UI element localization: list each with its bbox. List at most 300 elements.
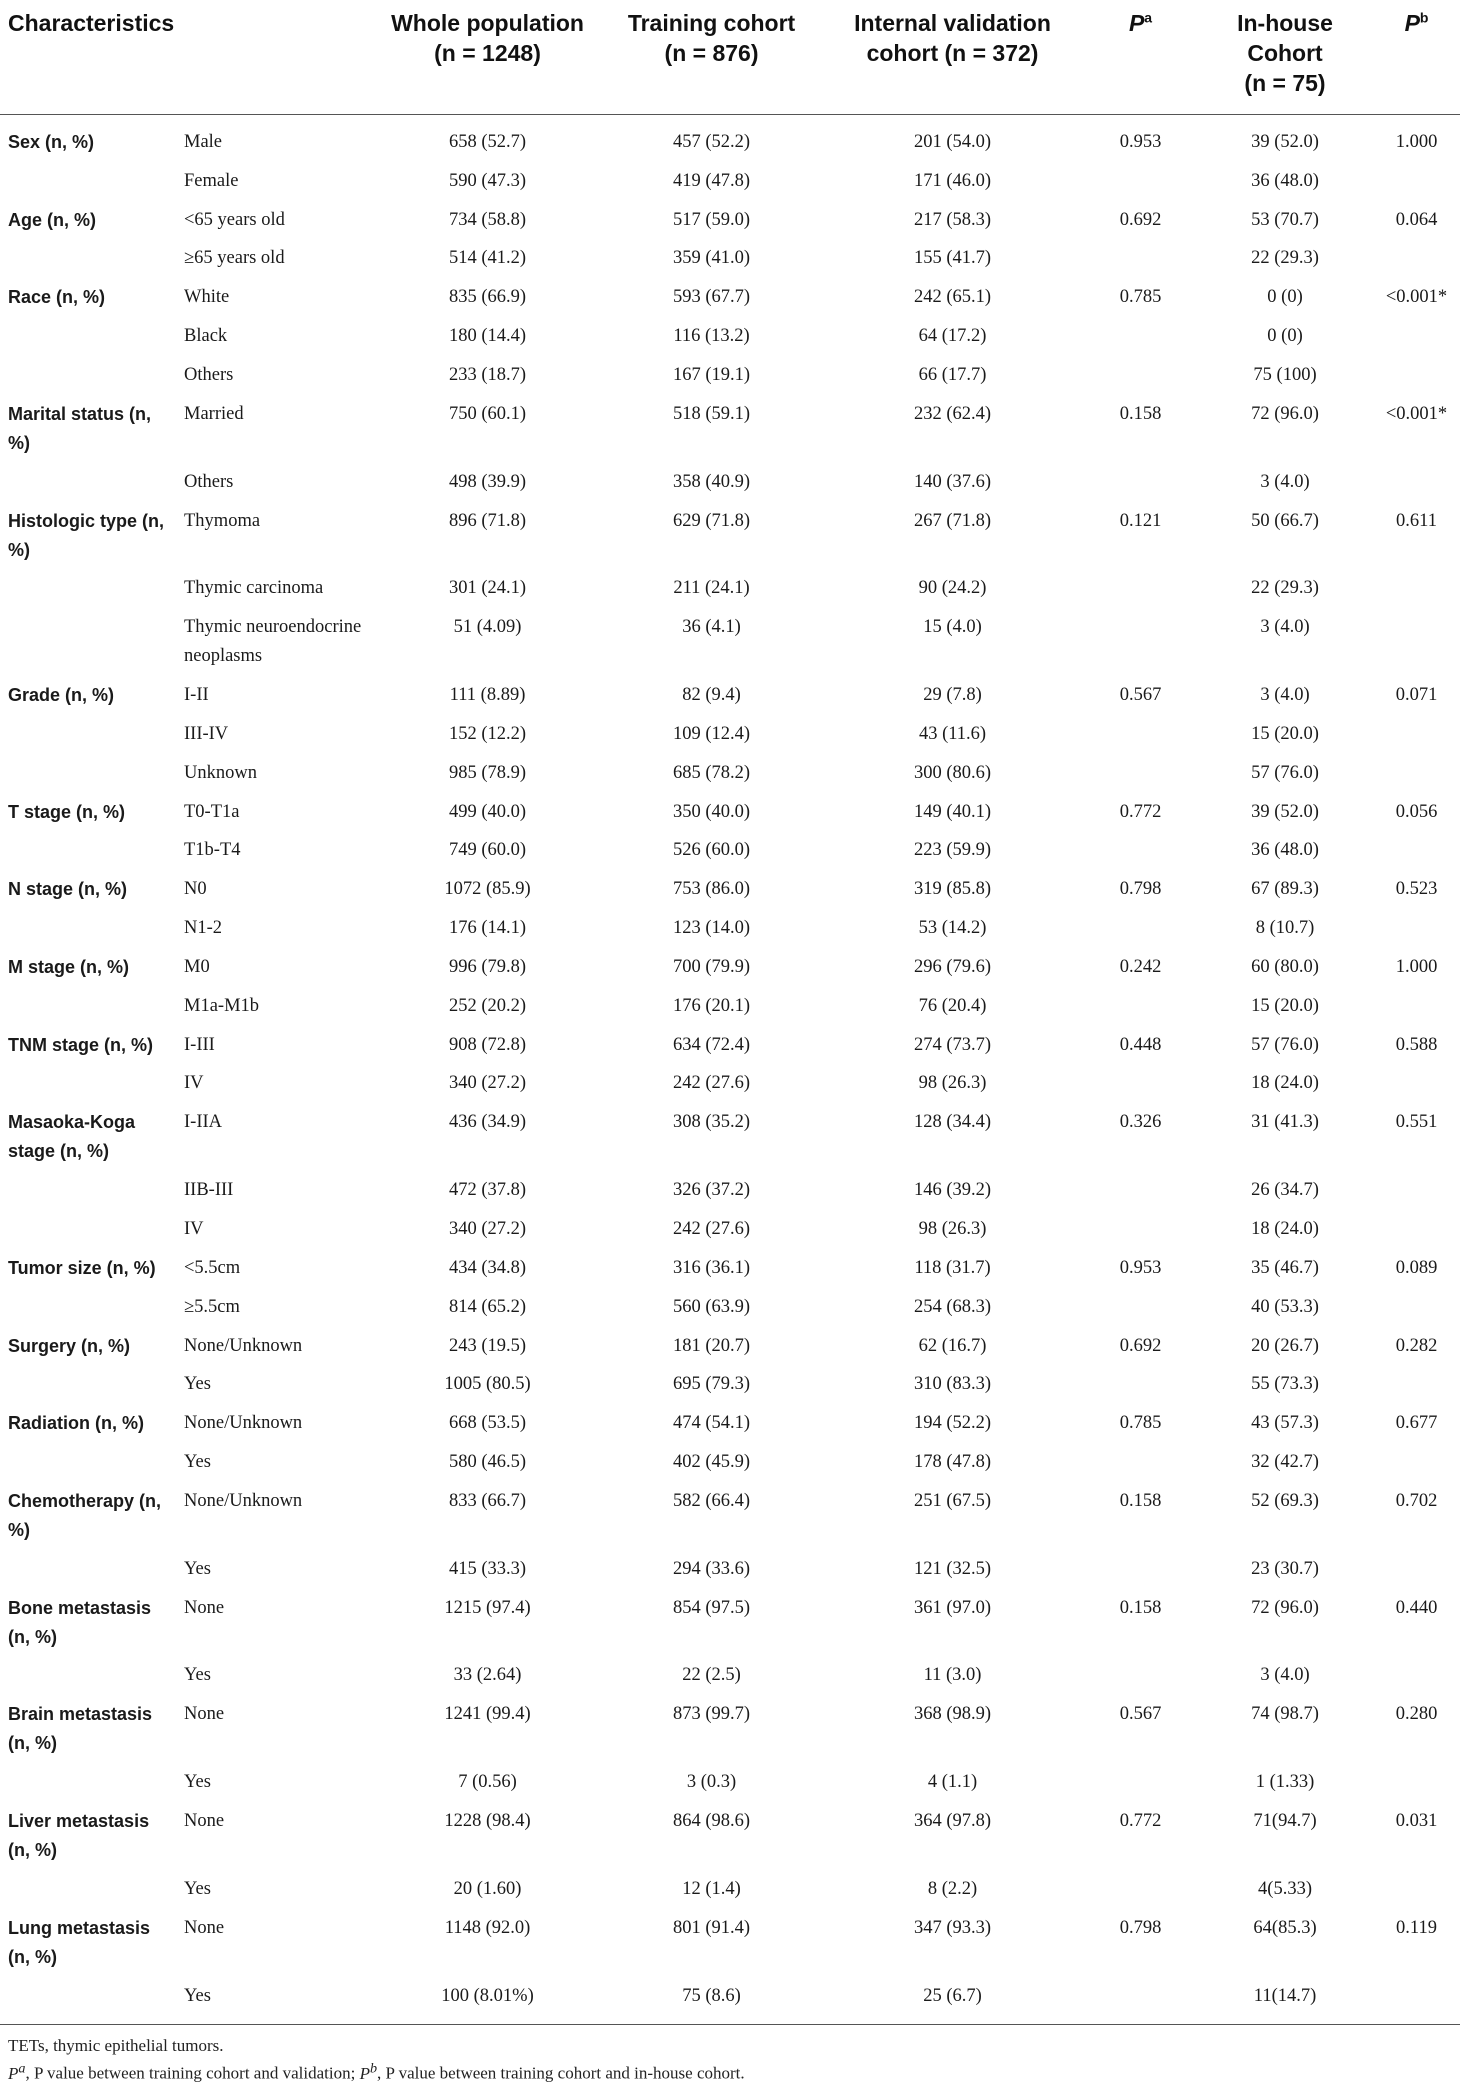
cell-training-cohort: 359 (41.0) [672, 248, 751, 269]
cell-p-a [1084, 317, 1197, 356]
header-p-b-sup: b [1419, 9, 1429, 26]
footnote-p-values [0, 2057, 1460, 2085]
cell-p-b: 0.031 [1395, 1810, 1438, 1831]
cell-whole-population: 1241 (99.4) [444, 1704, 531, 1725]
cell-inhouse-cohort: 60 (80.0) [1251, 956, 1319, 977]
row-characteristic-empty [0, 909, 174, 948]
table-row [0, 1695, 1460, 1763]
header-p-b-base: P [1404, 10, 1420, 36]
table-row [0, 1977, 1460, 2016]
cell-p-b: 0.677 [1395, 1413, 1438, 1434]
row-characteristic-empty [0, 1210, 174, 1249]
cell-p-a [1084, 1210, 1197, 1249]
header-training-line2: (n = 876) [664, 40, 759, 66]
cell-p-a [1084, 356, 1197, 395]
cell-training-cohort: 864 (98.6) [672, 1810, 751, 1831]
row-category: <65 years old [184, 209, 285, 230]
cell-whole-population: 580 (46.5) [448, 1452, 527, 1473]
cell-internal-validation: 223 (59.9) [913, 840, 992, 861]
cell-inhouse-cohort: 71(94.7) [1253, 1810, 1317, 1831]
cell-p-a [1084, 1171, 1197, 1210]
cell-inhouse-cohort: 40 (53.3) [1251, 1296, 1319, 1317]
row-characteristic-empty [0, 1171, 174, 1210]
cell-p-b [1373, 1288, 1460, 1327]
row-characteristic-empty [0, 162, 174, 201]
cell-p-a [1084, 1065, 1197, 1104]
table-row [0, 754, 1460, 793]
table-row [0, 1802, 1460, 1870]
cell-p-b [1373, 909, 1460, 948]
cell-p-b: 1.000 [1395, 131, 1438, 152]
cell-internal-validation: 171 (46.0) [913, 170, 992, 191]
cell-training-cohort: 326 (37.2) [672, 1180, 751, 1201]
cell-p-a: 0.785 [1119, 287, 1162, 308]
cell-inhouse-cohort: 72 (96.0) [1251, 403, 1319, 424]
cell-inhouse-cohort: 23 (30.7) [1251, 1558, 1319, 1579]
row-category: III-IV [184, 723, 229, 744]
cell-internal-validation: 155 (41.7) [913, 248, 992, 269]
row-characteristic-empty [0, 987, 174, 1026]
cell-p-b [1373, 832, 1460, 871]
header-training-cohort [602, 0, 821, 115]
cell-inhouse-cohort: 57 (76.0) [1251, 762, 1319, 783]
cell-p-b [1373, 317, 1460, 356]
row-category: ≥5.5cm [184, 1296, 240, 1317]
cell-inhouse-cohort: 43 (57.3) [1251, 1413, 1319, 1434]
cell-training-cohort: 181 (20.7) [672, 1335, 751, 1356]
row-category: M1a-M1b [184, 995, 260, 1016]
cell-inhouse-cohort: 57 (76.0) [1251, 1034, 1319, 1055]
cell-training-cohort: 242 (27.6) [672, 1219, 751, 1240]
row-characteristic: M stage (n, %) [8, 956, 130, 977]
cell-whole-population: 180 (14.4) [448, 326, 527, 347]
cell-whole-population: 436 (34.9) [448, 1112, 527, 1133]
cell-p-a: 0.158 [1119, 403, 1162, 424]
cell-training-cohort: 36 (4.1) [682, 617, 741, 638]
header-whole-population [373, 0, 602, 115]
header-whole-line2: (n = 1248) [434, 40, 541, 66]
cell-inhouse-cohort: 3 (4.0) [1260, 617, 1310, 638]
cell-inhouse-cohort: 50 (66.7) [1251, 510, 1319, 531]
row-category: None/Unknown [184, 1335, 303, 1356]
table-row [0, 278, 1460, 317]
header-inhouse-cohort [1197, 0, 1373, 115]
cell-whole-population: 658 (52.7) [448, 131, 527, 152]
table-row [0, 1657, 1460, 1696]
cell-p-a: 0.798 [1119, 879, 1162, 900]
table-row [0, 162, 1460, 201]
row-category: Others [184, 364, 234, 385]
cell-internal-validation: 146 (39.2) [913, 1180, 992, 1201]
row-characteristic-empty [0, 356, 174, 395]
cell-whole-population: 996 (79.8) [448, 956, 527, 977]
cell-p-a: 0.242 [1119, 956, 1162, 977]
table-row [0, 1327, 1460, 1366]
row-category: Thymic carcinoma [184, 578, 324, 599]
header-p-a-base: P [1128, 10, 1145, 36]
table-body [0, 115, 1460, 2016]
cell-p-a: 0.785 [1119, 1413, 1162, 1434]
cell-training-cohort: 419 (47.8) [672, 170, 751, 191]
table-row [0, 1249, 1460, 1288]
row-category: ≥65 years old [184, 248, 285, 269]
cell-whole-population: 835 (66.9) [448, 287, 527, 308]
row-characteristic: Bone metastasis (n, %) [8, 1597, 152, 1647]
cell-training-cohort: 526 (60.0) [672, 840, 751, 861]
header-p-a [1084, 0, 1197, 115]
cell-p-b [1373, 1977, 1460, 2016]
cell-internal-validation: 310 (83.3) [913, 1374, 992, 1395]
table-row [0, 1443, 1460, 1482]
cell-p-b [1373, 987, 1460, 1026]
row-category: None/Unknown [184, 1413, 303, 1434]
cell-internal-validation: 347 (93.3) [913, 1917, 992, 1938]
cell-internal-validation: 254 (68.3) [913, 1296, 992, 1317]
cell-internal-validation: 242 (65.1) [913, 287, 992, 308]
cell-internal-validation: 66 (17.7) [918, 364, 987, 385]
cell-whole-population: 896 (71.8) [448, 510, 527, 531]
cell-inhouse-cohort: 39 (52.0) [1251, 801, 1319, 822]
cell-training-cohort: 695 (79.3) [672, 1374, 751, 1395]
cell-p-b: 0.280 [1395, 1704, 1438, 1725]
cell-training-cohort: 873 (99.7) [672, 1704, 751, 1725]
cell-inhouse-cohort: 4(5.33) [1258, 1878, 1312, 1899]
table-row [0, 1103, 1460, 1171]
row-category: Female [184, 170, 239, 191]
cell-whole-population: 1072 (85.9) [444, 879, 531, 900]
cell-training-cohort: 308 (35.2) [672, 1112, 751, 1133]
row-characteristic-empty [0, 608, 174, 676]
cell-inhouse-cohort: 32 (42.7) [1251, 1452, 1319, 1473]
row-category: None [184, 1597, 225, 1618]
cell-internal-validation: 8 (2.2) [927, 1878, 978, 1899]
row-characteristic-empty [0, 1870, 174, 1909]
cell-inhouse-cohort: 15 (20.0) [1251, 723, 1319, 744]
cell-whole-population: 1005 (80.5) [444, 1374, 531, 1395]
table-footnotes [0, 2024, 1460, 2085]
cell-training-cohort: 402 (45.9) [672, 1452, 751, 1473]
cell-whole-population: 668 (53.5) [448, 1413, 527, 1434]
cell-whole-population: 100 (8.01%) [441, 1985, 534, 2006]
cell-p-a: 0.158 [1119, 1597, 1162, 1618]
cell-p-b: 0.611 [1396, 510, 1437, 531]
cell-training-cohort: 634 (72.4) [672, 1034, 751, 1055]
cell-training-cohort: 457 (52.2) [672, 131, 751, 152]
cell-whole-population: 814 (65.2) [448, 1296, 527, 1317]
cell-internal-validation: 62 (16.7) [918, 1335, 987, 1356]
cell-whole-population: 1228 (98.4) [444, 1810, 531, 1831]
row-category: N0 [184, 879, 207, 900]
footnote-p-a-symbol: $P^a$ [8, 2060, 26, 2083]
row-category: None [184, 1917, 225, 1938]
cell-inhouse-cohort: 39 (52.0) [1251, 131, 1319, 152]
row-category: Thymic neuroendocrine neoplasms [184, 617, 362, 667]
cell-internal-validation: 11 (3.0) [923, 1665, 982, 1686]
cell-p-b: 0.056 [1395, 801, 1438, 822]
row-category: Yes [184, 1558, 211, 1579]
row-category: Yes [184, 1772, 211, 1793]
row-characteristic: Masaoka-Koga stage (n, %) [8, 1112, 136, 1162]
table-row [0, 1589, 1460, 1657]
cell-inhouse-cohort: 22 (29.3) [1251, 578, 1319, 599]
row-category: Thymoma [184, 510, 261, 531]
cell-training-cohort: 123 (14.0) [672, 918, 751, 939]
footnote-abbreviation: TETs, thymic epithelial tumors. [8, 2036, 224, 2055]
cell-p-a: 0.567 [1119, 1704, 1162, 1725]
table-row [0, 793, 1460, 832]
cell-inhouse-cohort: 22 (29.3) [1251, 248, 1319, 269]
cell-whole-population: 498 (39.9) [448, 471, 527, 492]
cell-inhouse-cohort: 0 (0) [1267, 326, 1303, 347]
row-characteristic: Sex (n, %) [8, 131, 95, 152]
cell-internal-validation: 267 (71.8) [913, 510, 992, 531]
cell-whole-population: 7 (0.56) [458, 1772, 517, 1793]
cell-inhouse-cohort: 35 (46.7) [1251, 1257, 1319, 1278]
cell-internal-validation: 25 (6.7) [923, 1985, 982, 2006]
cell-p-a [1084, 463, 1197, 502]
cell-whole-population: 1148 (92.0) [444, 1917, 531, 1938]
cell-training-cohort: 211 (24.1) [673, 578, 750, 599]
row-characteristic-empty [0, 1365, 174, 1404]
cell-training-cohort: 316 (36.1) [672, 1257, 751, 1278]
header-p-a-sup: a [1144, 9, 1153, 26]
cell-p-a [1084, 1365, 1197, 1404]
row-characteristic-empty [0, 832, 174, 871]
cell-p-b: <0.001* [1385, 287, 1448, 308]
cell-p-a: 0.692 [1119, 1335, 1162, 1356]
cell-p-b [1373, 463, 1460, 502]
cell-internal-validation: 217 (58.3) [913, 209, 992, 230]
table-row [0, 356, 1460, 395]
cell-p-a [1084, 569, 1197, 608]
cell-training-cohort: 854 (97.5) [672, 1597, 751, 1618]
cell-training-cohort: 685 (78.2) [672, 762, 751, 783]
cell-inhouse-cohort: 3 (4.0) [1260, 685, 1310, 706]
row-characteristic: T stage (n, %) [8, 801, 126, 822]
table-row [0, 115, 1460, 162]
cell-internal-validation: 76 (20.4) [918, 995, 987, 1016]
row-characteristic-empty [0, 1550, 174, 1589]
row-category: None [184, 1704, 225, 1725]
cell-p-b: 0.702 [1395, 1490, 1438, 1511]
cell-p-a [1084, 715, 1197, 754]
row-characteristic: Surgery (n, %) [8, 1335, 131, 1356]
cell-p-a: 0.326 [1119, 1112, 1162, 1133]
row-characteristic-empty [0, 1657, 174, 1696]
cell-p-b: 0.282 [1395, 1335, 1438, 1356]
row-category: None/Unknown [184, 1490, 303, 1511]
row-category: IV [184, 1219, 204, 1240]
table-row [0, 502, 1460, 570]
cell-internal-validation: 232 (62.4) [913, 403, 992, 424]
cell-whole-population: 499 (40.0) [448, 801, 527, 822]
cell-training-cohort: 109 (12.4) [672, 723, 751, 744]
row-category: N1-2 [184, 918, 223, 939]
cell-training-cohort: 560 (63.9) [672, 1296, 751, 1317]
cell-p-a: 0.448 [1119, 1034, 1162, 1055]
cell-training-cohort: 167 (19.1) [672, 364, 751, 385]
cell-p-a [1084, 1443, 1197, 1482]
cell-training-cohort: 350 (40.0) [672, 801, 751, 822]
cell-internal-validation: 15 (4.0) [923, 617, 982, 638]
row-characteristic: Grade (n, %) [8, 685, 115, 706]
cell-whole-population: 833 (66.7) [448, 1490, 527, 1511]
cell-whole-population: 176 (14.1) [448, 918, 527, 939]
cell-internal-validation: 319 (85.8) [913, 879, 992, 900]
table-row [0, 1288, 1460, 1327]
cell-whole-population: 434 (34.8) [448, 1257, 527, 1278]
header-p-b [1373, 0, 1460, 115]
cell-inhouse-cohort: 3 (4.0) [1260, 471, 1310, 492]
table-row [0, 1870, 1460, 1909]
cell-internal-validation: 53 (14.2) [918, 918, 987, 939]
cell-training-cohort: 582 (66.4) [672, 1490, 751, 1511]
table-row [0, 463, 1460, 502]
footnote-p-b-symbol: $P^b$ [359, 2060, 378, 2083]
cell-internal-validation: 368 (98.9) [913, 1704, 992, 1725]
cell-inhouse-cohort: 26 (34.7) [1251, 1180, 1319, 1201]
cell-whole-population: 252 (20.2) [448, 995, 527, 1016]
row-category: Yes [184, 1665, 211, 1686]
row-category: IV [184, 1073, 204, 1094]
cell-internal-validation: 251 (67.5) [913, 1490, 992, 1511]
cell-training-cohort: 801 (91.4) [672, 1917, 751, 1938]
row-category: I-IIA [184, 1112, 223, 1133]
row-characteristic-empty [0, 569, 174, 608]
cell-whole-population: 301 (24.1) [448, 578, 527, 599]
cell-training-cohort: 629 (71.8) [672, 510, 751, 531]
cell-whole-population: 415 (33.3) [448, 1558, 527, 1579]
cell-training-cohort: 82 (9.4) [682, 685, 741, 706]
header-inhouse-line1: In-house Cohort [1237, 10, 1333, 66]
table-row [0, 909, 1460, 948]
cell-p-b [1373, 569, 1460, 608]
cell-whole-population: 750 (60.1) [448, 403, 527, 424]
row-category: None [184, 1810, 225, 1831]
cell-inhouse-cohort: 18 (24.0) [1251, 1219, 1319, 1240]
cell-training-cohort: 22 (2.5) [682, 1665, 741, 1686]
cell-training-cohort: 294 (33.6) [672, 1558, 751, 1579]
cell-inhouse-cohort: 36 (48.0) [1251, 840, 1319, 861]
cell-whole-population: 340 (27.2) [448, 1073, 527, 1094]
row-category: Others [184, 471, 234, 492]
table-row [0, 317, 1460, 356]
cell-internal-validation: 364 (97.8) [913, 1810, 992, 1831]
cell-whole-population: 340 (27.2) [448, 1219, 527, 1240]
cell-internal-validation: 296 (79.6) [913, 956, 992, 977]
table-row [0, 948, 1460, 987]
header-inhouse-line2: (n = 75) [1244, 70, 1326, 96]
cell-whole-population: 20 (1.60) [453, 1878, 522, 1899]
cell-whole-population: 243 (19.5) [448, 1335, 527, 1356]
table-row [0, 1026, 1460, 1065]
cell-whole-population: 51 (4.09) [453, 617, 522, 638]
cell-p-b [1373, 1065, 1460, 1104]
cell-whole-population: 111 (8.89) [449, 685, 526, 706]
cell-p-a: 0.953 [1119, 1257, 1162, 1278]
cell-p-a: 0.158 [1119, 1490, 1162, 1511]
row-category: White [184, 287, 230, 308]
cell-whole-population: 1215 (97.4) [444, 1597, 531, 1618]
cell-whole-population: 33 (2.64) [453, 1665, 522, 1686]
cell-inhouse-cohort: 53 (70.7) [1251, 209, 1319, 230]
table-row [0, 870, 1460, 909]
cell-p-b [1373, 1171, 1460, 1210]
cell-whole-population: 749 (60.0) [448, 840, 527, 861]
cell-whole-population: 908 (72.8) [448, 1034, 527, 1055]
row-characteristic-empty [0, 1977, 174, 2016]
cell-p-a [1084, 1870, 1197, 1909]
cell-p-b [1373, 1763, 1460, 1802]
row-characteristic-empty [0, 715, 174, 754]
row-characteristic-empty [0, 1065, 174, 1104]
cell-p-a [1084, 1763, 1197, 1802]
cell-whole-population: 152 (12.2) [448, 723, 527, 744]
cell-p-b [1373, 754, 1460, 793]
cell-inhouse-cohort: 55 (73.3) [1251, 1374, 1319, 1395]
cell-p-b: 0.588 [1395, 1034, 1438, 1055]
row-characteristic-empty [0, 754, 174, 793]
cell-p-a [1084, 754, 1197, 793]
cell-internal-validation: 201 (54.0) [913, 131, 992, 152]
cell-p-b [1373, 162, 1460, 201]
table-row [0, 1482, 1460, 1550]
table-header [0, 0, 1460, 115]
cell-inhouse-cohort: 15 (20.0) [1251, 995, 1319, 1016]
cell-whole-population: 233 (18.7) [448, 364, 527, 385]
table-row [0, 676, 1460, 715]
row-characteristic-empty [0, 240, 174, 279]
table-row [0, 569, 1460, 608]
cell-training-cohort: 518 (59.1) [672, 403, 751, 424]
cell-whole-population: 590 (47.3) [448, 170, 527, 191]
cell-training-cohort: 116 (13.2) [673, 326, 750, 347]
cell-internal-validation: 64 (17.2) [918, 326, 987, 347]
table-row [0, 608, 1460, 676]
cell-internal-validation: 194 (52.2) [913, 1413, 992, 1434]
row-characteristic: Liver metastasis (n, %) [8, 1810, 150, 1860]
row-category: Yes [184, 1985, 211, 2006]
row-category: T1b-T4 [184, 840, 241, 861]
cell-p-a: 0.953 [1119, 131, 1162, 152]
table-row [0, 715, 1460, 754]
table-row [0, 1404, 1460, 1443]
cell-inhouse-cohort: 67 (89.3) [1251, 879, 1319, 900]
cell-inhouse-cohort: 72 (96.0) [1251, 1597, 1319, 1618]
table-row [0, 987, 1460, 1026]
cell-p-b [1373, 356, 1460, 395]
cell-p-a [1084, 240, 1197, 279]
cell-training-cohort: 75 (8.6) [682, 1985, 741, 2006]
row-category: T0-T1a [184, 801, 240, 822]
cell-p-b [1373, 1365, 1460, 1404]
cell-p-b [1373, 1550, 1460, 1589]
row-characteristic: Chemotherapy (n, %) [8, 1490, 162, 1540]
table-row [0, 395, 1460, 463]
cell-p-b: 0.089 [1395, 1257, 1438, 1278]
table-row [0, 832, 1460, 871]
cell-p-a [1084, 832, 1197, 871]
row-category: Married [184, 403, 244, 424]
cell-inhouse-cohort: 20 (26.7) [1251, 1335, 1319, 1356]
cell-p-b: 0.119 [1396, 1917, 1437, 1938]
table-row [0, 1365, 1460, 1404]
cell-p-a [1084, 162, 1197, 201]
cell-whole-population: 514 (41.2) [448, 248, 527, 269]
cell-internal-validation: 361 (97.0) [913, 1597, 992, 1618]
cell-internal-validation: 178 (47.8) [913, 1452, 992, 1473]
table-row [0, 1065, 1460, 1104]
